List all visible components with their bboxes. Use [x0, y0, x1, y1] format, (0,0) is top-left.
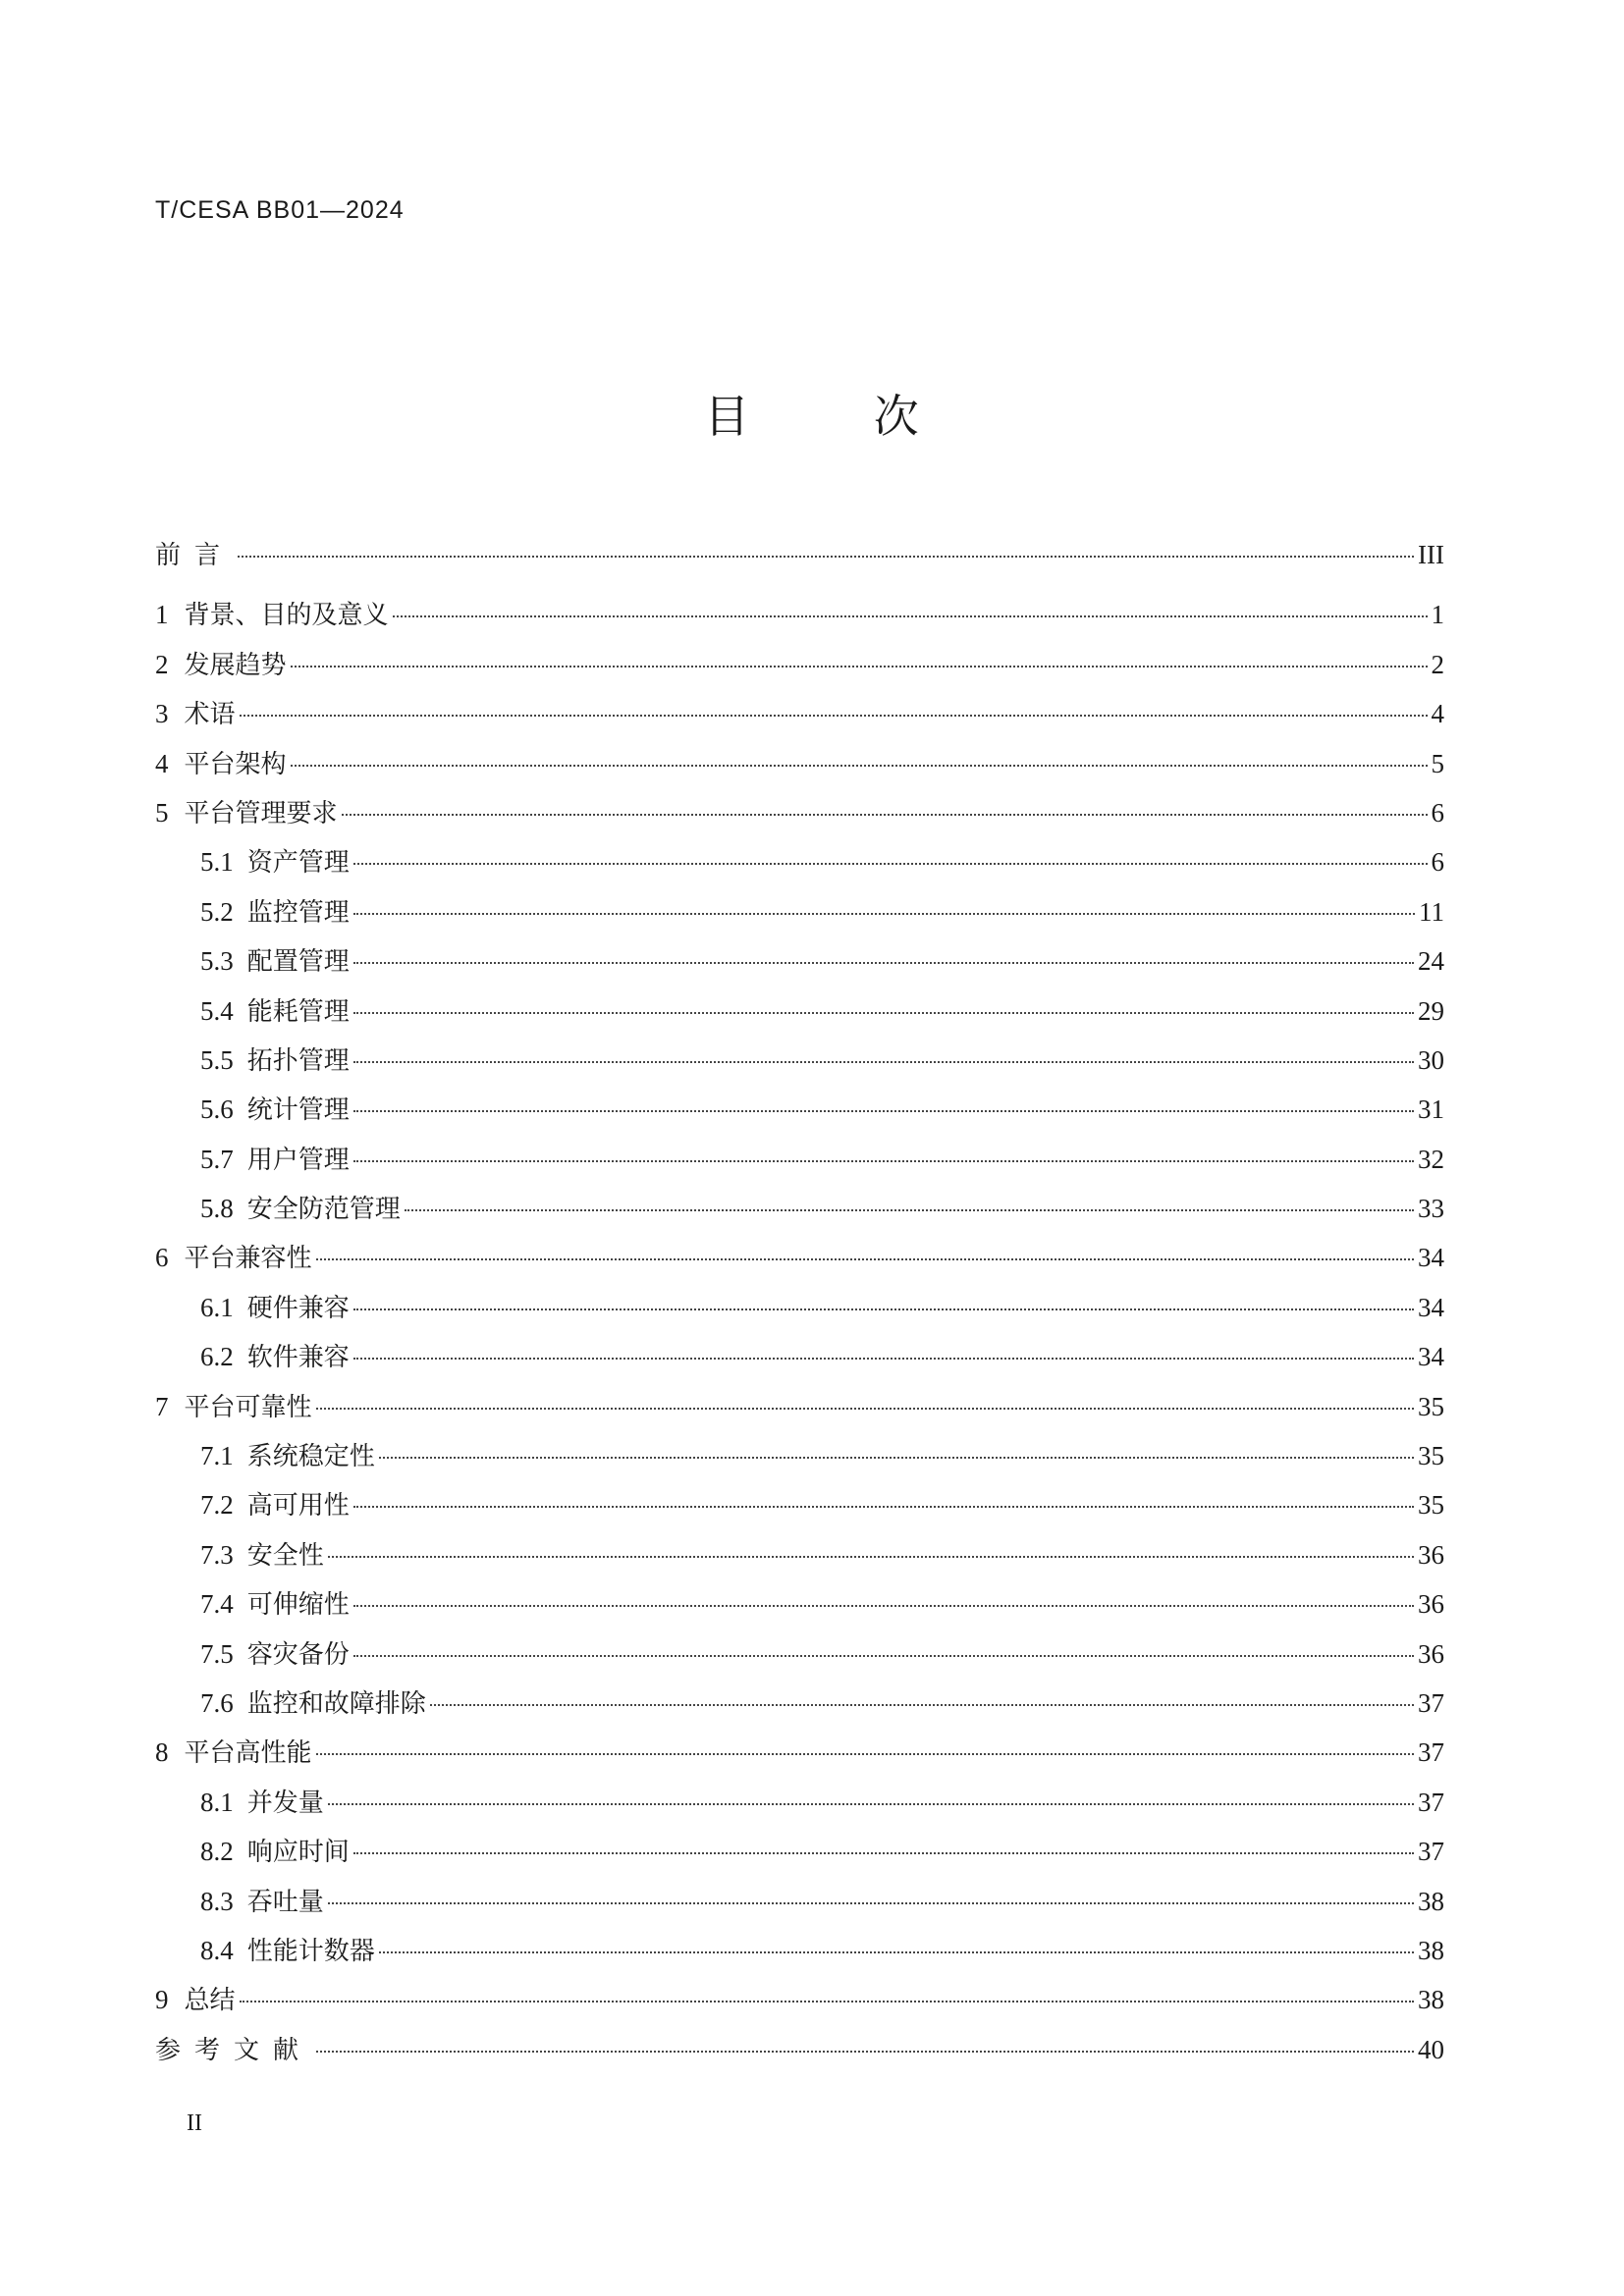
toc-entry-label: 容灾备份	[246, 1639, 350, 1670]
toc-entry-page: 30	[1418, 1044, 1444, 1075]
toc-entry-label: 发展趋势	[184, 650, 287, 680]
dot-leader	[316, 1753, 1414, 1755]
dot-leader	[353, 1160, 1414, 1162]
toc-entry[interactable]	[155, 1877, 1444, 1926]
toc-entry-page: III	[1418, 540, 1444, 569]
toc-entry-number: 4	[155, 748, 169, 778]
toc-entry-number: 5.3	[200, 946, 234, 977]
toc-entry-page: 34	[1418, 1292, 1444, 1322]
toc-entry[interactable]	[155, 2025, 1444, 2074]
toc-entry-label: 资产管理	[246, 848, 350, 879]
toc-title: 目 次	[704, 390, 920, 443]
dot-leader	[353, 1358, 1414, 1360]
toc-entry[interactable]	[155, 1778, 1444, 1827]
dot-leader	[353, 913, 1415, 915]
dot-leader	[353, 1012, 1414, 1014]
dot-leader	[238, 556, 1414, 558]
toc-entry-label: 前言	[155, 541, 235, 570]
toc-entry-number: 1	[155, 600, 169, 630]
toc-entry[interactable]	[155, 1135, 1444, 1184]
toc-entry[interactable]	[155, 1975, 1444, 2024]
toc-entry-page: 37	[1418, 1787, 1444, 1817]
toc-entry-label: 参考文献	[155, 2035, 313, 2065]
toc-entry-page: 4	[1431, 699, 1444, 729]
toc-entry-label: 能耗管理	[246, 996, 350, 1027]
toc-entry-label: 可伸缩性	[246, 1590, 350, 1621]
toc-entry-number: 6.1	[200, 1292, 234, 1322]
toc-entry-number: 8.4	[200, 1935, 234, 1965]
toc-entry-page: 32	[1418, 1144, 1444, 1174]
toc-entry-number: 5	[155, 797, 169, 828]
toc-entry-label: 响应时间	[246, 1838, 350, 1868]
dot-leader	[328, 1902, 1414, 1904]
toc-entry-label: 硬件兼容	[246, 1293, 350, 1323]
toc-entry-number: 7.6	[200, 1687, 234, 1718]
dot-leader	[328, 1556, 1414, 1558]
dot-leader	[316, 1408, 1414, 1410]
toc-entry-label: 安全性	[246, 1540, 324, 1571]
toc-entry-number: 8.3	[200, 1886, 234, 1916]
toc-entry-label: 高可用性	[246, 1491, 350, 1522]
toc-entry-number: 5.7	[200, 1144, 234, 1174]
toc-entry[interactable]	[155, 987, 1444, 1036]
dot-leader	[240, 715, 1428, 717]
dot-leader	[240, 2001, 1414, 2002]
toc-entry-number: 8.2	[200, 1837, 234, 1867]
toc-entry-number: 5.5	[200, 1044, 234, 1075]
toc-entry-page: 38	[1418, 1935, 1444, 1965]
dot-leader	[353, 962, 1414, 964]
toc-entry[interactable]	[155, 837, 1444, 886]
toc-entry-page: 36	[1418, 1539, 1444, 1570]
toc-entry[interactable]	[155, 1530, 1444, 1579]
toc-entry-number: 5.2	[200, 896, 234, 927]
toc-entry[interactable]	[155, 1283, 1444, 1332]
toc-entry-page: 35	[1418, 1441, 1444, 1471]
toc-entry-label: 监控管理	[246, 897, 350, 928]
toc-entry-label: 性能计数器	[246, 1936, 375, 1966]
toc-entry-number: 8.1	[200, 1787, 234, 1817]
toc-entry[interactable]	[155, 1480, 1444, 1529]
toc-entry-label: 安全防范管理	[246, 1195, 401, 1225]
toc-entry-number: 6.2	[200, 1342, 234, 1372]
dot-leader	[379, 1951, 1414, 1953]
toc-entry-page: 1	[1431, 600, 1444, 630]
toc-entry-number: 8	[155, 1737, 169, 1768]
toc-entry[interactable]	[155, 1728, 1444, 1777]
toc-entry-label: 配置管理	[246, 947, 350, 978]
toc-entry-page: 11	[1419, 896, 1444, 927]
toc-entry[interactable]	[155, 1184, 1444, 1233]
toc-entry[interactable]	[155, 1036, 1444, 1085]
toc-entry-label: 统计管理	[246, 1095, 350, 1126]
toc-entry-label: 拓扑管理	[246, 1045, 350, 1076]
toc-entry-label: 吞吐量	[246, 1887, 324, 1917]
toc-entry-page: 24	[1418, 946, 1444, 977]
dot-leader	[291, 666, 1428, 667]
toc-entry[interactable]	[155, 689, 1444, 738]
toc-entry-page: 6	[1431, 847, 1444, 878]
dot-leader	[342, 814, 1428, 816]
dot-leader	[353, 1308, 1414, 1310]
toc-entry[interactable]	[155, 739, 1444, 788]
dot-leader	[316, 2051, 1414, 2053]
toc-entry-number: 7.5	[200, 1638, 234, 1669]
toc-entry-page: 35	[1418, 1391, 1444, 1421]
toc-entry[interactable]	[155, 788, 1444, 837]
toc-entry-number: 9	[155, 1985, 169, 2015]
toc-entry[interactable]	[155, 1332, 1444, 1381]
toc-entry-number: 5.8	[200, 1194, 234, 1224]
toc-entry[interactable]	[155, 1579, 1444, 1629]
dot-leader	[353, 1061, 1414, 1063]
toc-entry[interactable]	[155, 936, 1444, 986]
toc-entry[interactable]	[155, 1679, 1444, 1728]
toc-entry-number: 6	[155, 1243, 169, 1273]
toc-entry-page: 33	[1418, 1194, 1444, 1224]
dot-leader	[291, 765, 1428, 767]
toc-entry[interactable]	[155, 1085, 1444, 1134]
toc-entry[interactable]	[155, 1233, 1444, 1282]
toc-entry-number: 5.4	[200, 995, 234, 1026]
toc-entry[interactable]	[155, 1629, 1444, 1679]
page-number: II	[187, 2110, 202, 2136]
toc-entry-number: 7	[155, 1391, 169, 1421]
toc-entry[interactable]	[155, 1431, 1444, 1480]
toc-entry[interactable]	[155, 530, 1444, 579]
document-code: T/CESA BB01—2024	[155, 196, 405, 224]
toc-entry[interactable]	[155, 590, 1444, 639]
toc-entry-label: 系统稳定性	[246, 1442, 375, 1472]
toc-entry-label: 软件兼容	[246, 1343, 350, 1373]
dot-leader	[328, 1803, 1414, 1805]
toc-entry-label: 监控和故障排除	[246, 1688, 426, 1719]
toc-entry-page: 37	[1418, 1837, 1444, 1867]
toc-entry-page: 29	[1418, 995, 1444, 1026]
toc-entry-label: 用户管理	[246, 1145, 350, 1175]
table-of-contents	[155, 530, 1444, 2074]
toc-entry-label: 平台兼容性	[184, 1244, 312, 1274]
toc-entry[interactable]	[155, 1926, 1444, 1975]
toc-entry-page: 36	[1418, 1638, 1444, 1669]
toc-entry[interactable]	[155, 1382, 1444, 1431]
toc-entry-label: 平台可靠性	[184, 1392, 312, 1422]
toc-entry-label: 平台高性能	[184, 1738, 312, 1769]
dot-leader	[353, 1655, 1414, 1657]
toc-entry-number: 7.2	[200, 1490, 234, 1521]
toc-entry[interactable]	[155, 1827, 1444, 1876]
toc-entry-page: 38	[1418, 1985, 1444, 2015]
toc-entry-page: 37	[1418, 1687, 1444, 1718]
toc-entry-number: 5.6	[200, 1095, 234, 1125]
toc-entry-page: 34	[1418, 1243, 1444, 1273]
toc-entry-page: 6	[1431, 797, 1444, 828]
toc-entry-number: 2	[155, 649, 169, 679]
toc-entry-label: 并发量	[246, 1788, 324, 1818]
dot-leader	[393, 615, 1428, 617]
toc-entry-page: 31	[1418, 1095, 1444, 1125]
toc-entry[interactable]	[155, 887, 1444, 936]
toc-entry-number: 7.3	[200, 1539, 234, 1570]
toc-entry-page: 5	[1431, 748, 1444, 778]
toc-entry-page: 34	[1418, 1342, 1444, 1372]
toc-entry-label: 背景、目的及意义	[184, 601, 389, 631]
toc-entry-page: 36	[1418, 1589, 1444, 1620]
toc-entry-number: 5.1	[200, 847, 234, 878]
toc-entry-number: 7.1	[200, 1441, 234, 1471]
toc-entry-label: 平台架构	[184, 749, 287, 779]
dot-leader	[353, 1852, 1414, 1854]
toc-entry-page: 2	[1431, 649, 1444, 679]
dot-leader	[353, 1506, 1414, 1508]
dot-leader	[405, 1209, 1414, 1211]
toc-entry-number: 3	[155, 699, 169, 729]
toc-entry-page: 35	[1418, 1490, 1444, 1521]
dot-leader	[353, 863, 1428, 865]
toc-entry-page: 38	[1418, 1886, 1444, 1916]
dot-leader	[379, 1457, 1414, 1459]
toc-entry-label: 总结	[184, 1986, 236, 2016]
toc-entry-label: 平台管理要求	[184, 798, 338, 828]
toc-entry[interactable]	[155, 640, 1444, 689]
toc-entry-number: 7.4	[200, 1589, 234, 1620]
dot-leader	[316, 1258, 1414, 1260]
toc-entry-page: 37	[1418, 1737, 1444, 1768]
dot-leader	[353, 1605, 1414, 1607]
dot-leader	[430, 1704, 1414, 1706]
toc-entry-page: 40	[1418, 2034, 1444, 2064]
toc-entry-label: 术语	[184, 700, 236, 730]
dot-leader	[353, 1110, 1414, 1112]
